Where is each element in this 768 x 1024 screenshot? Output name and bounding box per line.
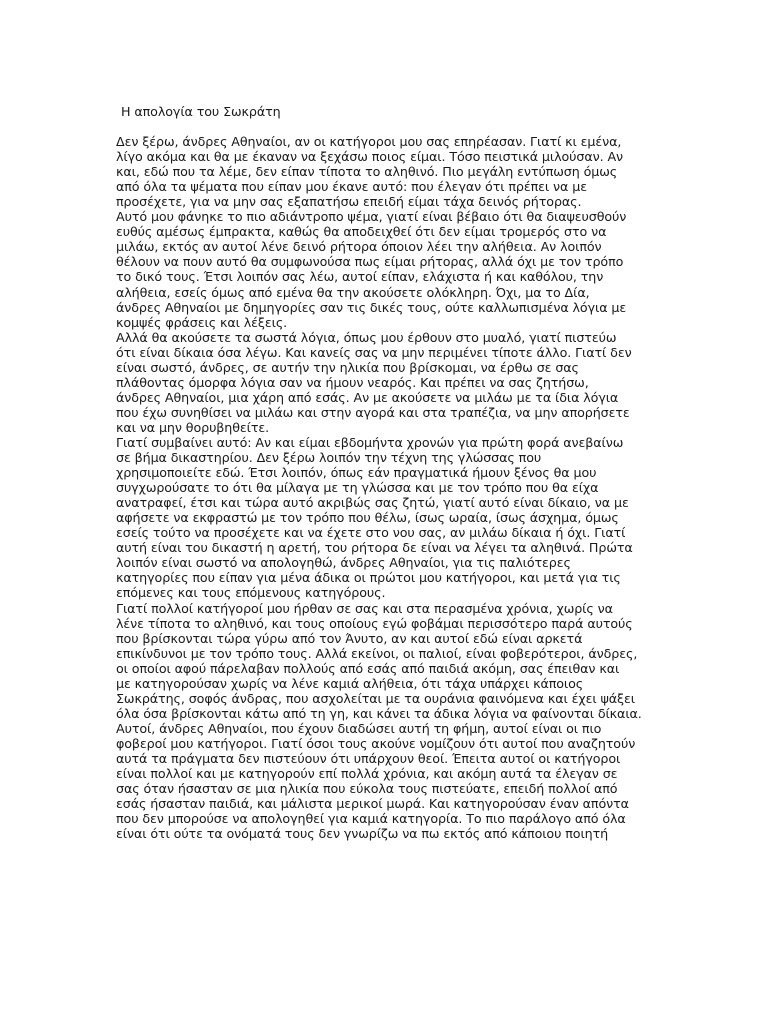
paragraph — [116, 601, 656, 842]
text-line: είναι πολλοί και με κατηγορούν επί πολλά χρόνια, και ακόμη αυτά τα έλεγαν σε — [116, 766, 618, 782]
text-line: επικίνδυνοι με τον τρόπο τους. Αλλά εκείνοι, οι παλιοί, είναι φοβερότεροι, άνδρες, — [116, 645, 638, 661]
text-line: Σωκράτης, σοφός άνδρας, που ασχολείται με τα ουράνια φαινόμενα και έχει ψάξει — [116, 690, 635, 706]
paragraph — [116, 134, 656, 209]
text-line: που δεν μπορούσε να απολογηθεί για καμιά κατηγορία. Το πιο παράλογο από όλα — [116, 811, 626, 827]
text-line: αυτή είναι του δικαστή η αρετή, του ρήτορα δε είναι να λέγει τα αληθινά. Πρώτα — [116, 540, 633, 556]
text-line: Αυτοί, άνδρες Αθηναίοι, που έχουν διαδώσει αυτή τη φήμη, αυτοί είναι οι πιο — [116, 720, 602, 736]
text-line: είναι ότι ούτε τα ονόματά τους δεν γνωρίζω να πω εκτός από κάποιου ποιητή — [116, 826, 609, 842]
text-line: όλα όσα βρίσκονται κάτω από τη γη, και κάνει τα άδικα λόγια να φαίνονται δίκαια. — [116, 705, 642, 721]
text-line: ευθύς αμέσως έμπρακτα, καθώς θα αποδειχθεί ότι δεν είμαι τρομερός στο να — [116, 224, 607, 240]
text-line: μιλάω, εκτός αν αυτοί λένε δεινό ρήτορα όποιον λέει την αλήθεια. Αν λοιπόν — [116, 239, 602, 255]
text-line: επόμενες και τους επόμενους κατηγόρους. — [116, 585, 386, 601]
text-line: λίγο ακόμα και θα με έκαναν να ξεχάσω ποιος είμαι. Τόσο πειστικά μιλούσαν. Αν — [116, 149, 624, 165]
text-line: πλάθοντας όμορφα λόγια σαν να ήμουν νεαρός. Και πρέπει να σας ζητήσω, — [116, 374, 589, 390]
text-line: λοιπόν είναι σωστό να απολογηθώ, άνδρες Αθηναίοι, για τις παλιότερες — [116, 555, 571, 571]
text-line: και, εδώ που τα λέμε, δεν είπαν τίποτα το αληθινό. Πιο μεγάλη εντύπωση όμως — [116, 164, 618, 180]
text-line: σας όταν ήσασταν σε μια ηλικία που εύκολα τους πιστεύατε, επειδή πολλοί από — [116, 781, 618, 797]
text-line: Αλλά θα ακούσετε τα σωστά λόγια, όπως μου έρθουν στο μυαλό, γιατί πιστεύω — [116, 329, 617, 345]
document-page — [116, 104, 656, 841]
document-body — [116, 134, 656, 841]
text-line: ανατραφεί, έτσι και τώρα αυτό ακριβώς σας ζητώ, γιατί αυτό είναι δίκαιο, να με — [116, 495, 629, 511]
text-line: οι οποίοι αφού πάρελαβαν πολλούς από εσάς από παιδιά ακόμη, σας έπειθαν και — [116, 660, 620, 676]
text-line: το δικό τους. Έτσι λοιπόν σας λέω, αυτοί είπαν, ελάχιστα ή και καθόλου, την — [116, 269, 604, 285]
text-line: αλήθεια, εσείς όμως από εμένα θα την ακούσετε ολόκληρη. Όχι, μα το Δία, — [116, 284, 590, 300]
text-line: κατηγορίες που είπαν για μένα άδικα οι πρώτοι μου κατήγοροι, και μετά για τις — [116, 570, 621, 586]
text-line: Αυτό μου φάνηκε το πιο αδιάντροπο ψέμα, γιατί είναι βέβαιο ότι θα διαψευσθούν — [116, 209, 627, 225]
text-line: λένε τίποτα το αληθινό, και τους οποίους εγώ φοβάμαι περισσότερο παρά αυτούς — [116, 615, 633, 631]
text-line: αυτά τα πράγματα δεν πιστεύουν ότι υπάρχουν θεοί. Έπειτα αυτοί οι κατήγοροι — [116, 750, 621, 766]
text-line: ότι είναι δίκαια όσα λέγω. Και κανείς σας να μην περιμένει τίποτε άλλο. Γιατί δεν — [116, 344, 632, 360]
text-line: κομψές φράσεις και λέξεις. — [116, 314, 288, 330]
text-line: εσάς ήσασταν παιδιά, και μάλιστα μερικοί μωρά. Και κατηγορούσαν έναν απόντα — [116, 796, 629, 812]
text-line: φοβεροί μου κατήγοροι. Γιατί όσοι τους ακούνε νομίζουν ότι αυτοί που αναζητούν — [116, 735, 636, 751]
text-line: σε βήμα δικαστηρίου. Δεν ξέρω λοιπόν την τέχνη της γλώσσας που — [116, 450, 542, 466]
text-line: θέλουν να πουν αυτό θα συμφωνούσα πως είμαι ρήτορας, αλλά όχι με τον τρόπο — [116, 254, 624, 270]
paragraph — [116, 435, 656, 601]
text-line: Δεν ξέρω, άνδρες Αθηναίοι, αν οι κατήγοροι μου σας επηρέασαν. Γιατί κι εμένα, — [116, 134, 622, 150]
text-line: που βρίσκονται τώρα γύρω από τον Άνυτο, αν και αυτοί εδώ είναι αρκετά — [116, 630, 583, 646]
text-line: και να μην θορυβηθείτε. — [116, 419, 270, 435]
text-line: με κατηγορούσαν χωρίς να λένε καμιά αλήθεια, ότι τάχα υπάρχει κάποιος — [116, 675, 584, 691]
text-line: από όλα τα ψέματα που είπαν μου έκανε αυτό: που έλεγαν ότι πρέπει να με — [116, 179, 587, 195]
text-line: Γιατί πολλοί κατήγοροί μου ήρθαν σε σας και στα περασμένα χρόνια, χωρίς να — [116, 600, 613, 616]
text-line: άνδρες Αθηναίοι με δημηγορίες σαν τις δικές τους, ούτε καλλωπισμένα λόγια με — [116, 299, 627, 315]
text-line: χρησιμοποιείτε εδώ. Έτσι λοιπόν, όπως εάν πραγματικά ήμουν ξένος θα μου — [116, 465, 597, 481]
paragraph — [116, 209, 656, 329]
text-line: Γιατί συμβαίνει αυτό: Αν και είμαι εβδομήντα χρονών για πρώτη φορά ανεβαίνω — [116, 434, 624, 450]
document-title: Η απολογία του Σωκράτη — [121, 104, 281, 119]
text-line: αφήσετε να εκφραστώ με τον τρόπο που θέλω, ίσως ωραία, ίσως άσχημα, όμως — [116, 510, 619, 526]
text-line: συγχωρούσατε το ότι θα μίλαγα με τη γλώσσα και με τον τρόπο που θα είχα — [116, 480, 599, 496]
text-line: προσέχετε, για να μην σας εξαπατήσω επειδή είμαι τάχα δεινός ρήτορας. — [116, 194, 582, 210]
paragraph — [116, 330, 656, 435]
text-line: είναι σωστό, άνδρες, σε αυτήν την ηλικία που βρίσκομαι, να έρθω σε σας — [116, 359, 579, 375]
text-line: που έχω συνηθίσει να μιλάω και στην αγορά και στα τραπέζια, να μην απορήσετε — [116, 404, 630, 420]
text-line: εσείς τούτο να προσέχετε και να έχετε στο νου σας, αν μιλάω δίκαια ή όχι. Γιατί — [116, 525, 626, 541]
text-line: άνδρες Αθηναίοι, μια χάρη από εσάς. Αν με ακούσετε να μιλάω με τα ίδια λόγια — [116, 389, 619, 405]
